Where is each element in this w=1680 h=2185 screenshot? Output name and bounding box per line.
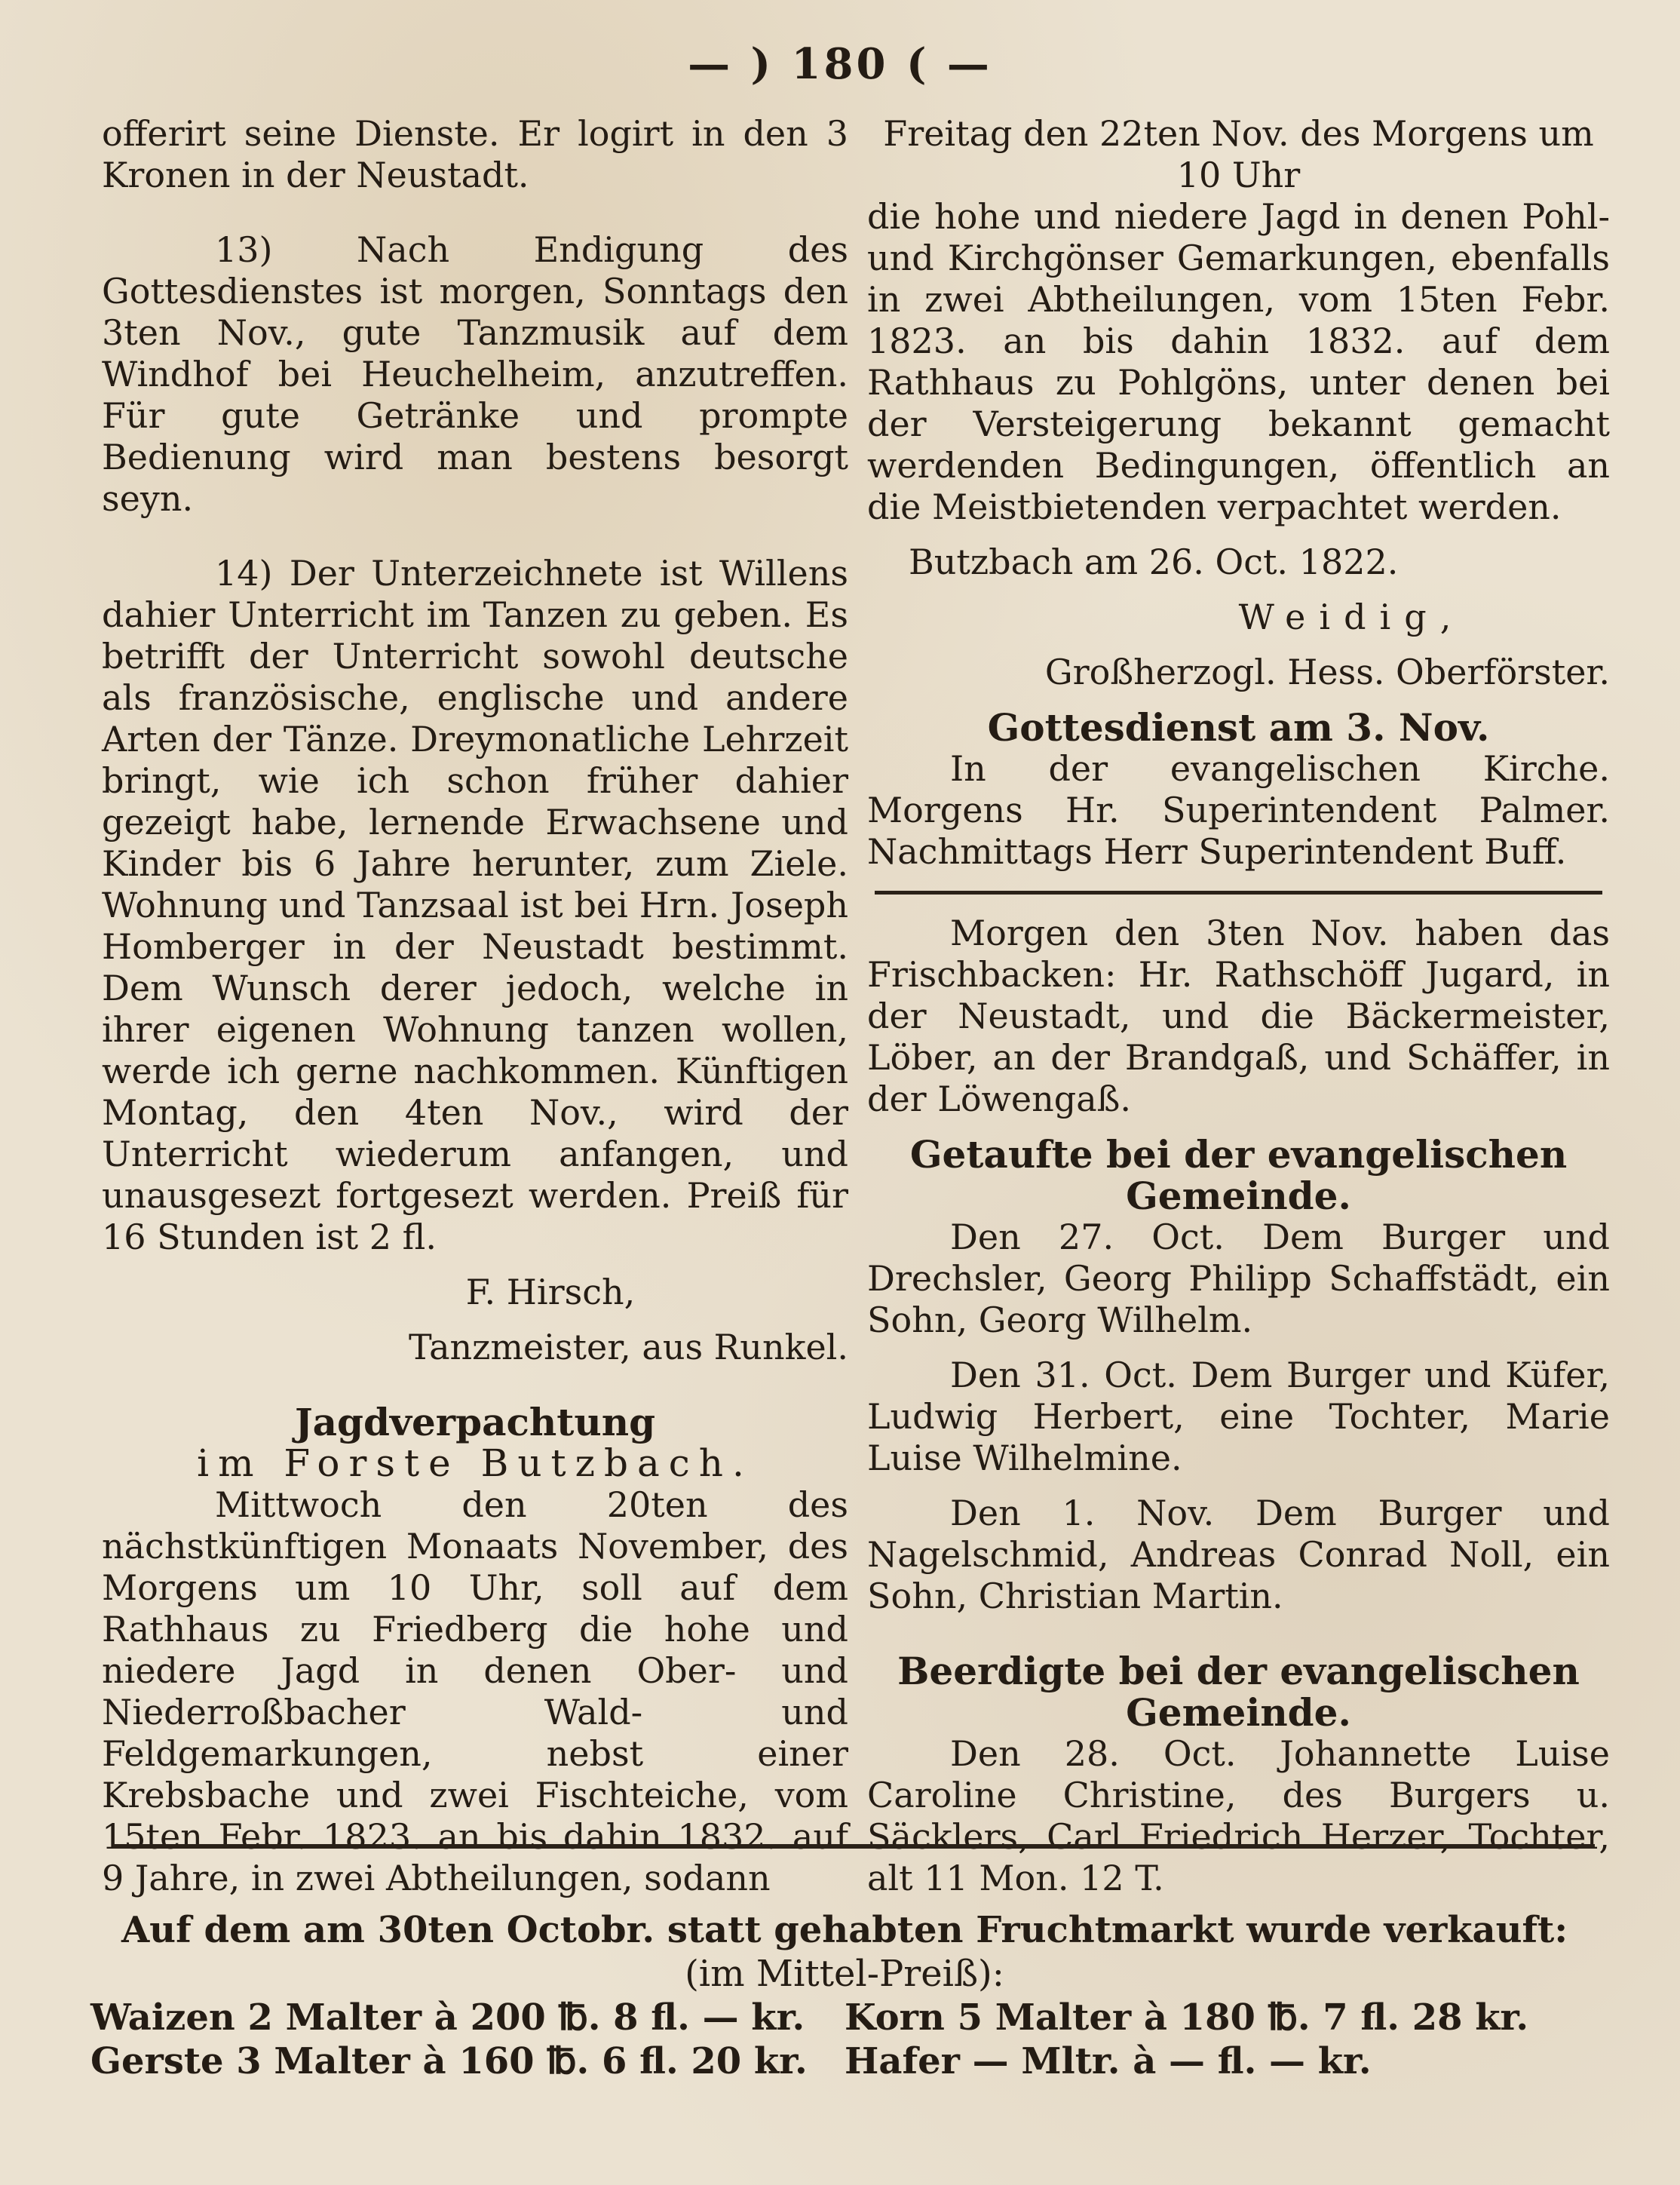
jagd-cont-date: Freitag den 22ten Nov. des Morgens um 10 Uhr	[883, 113, 1594, 195]
getaufte-entry: Den 1. Nov. Dem Burger und Nagelschmid, Andreas Conrad Noll, ein Sohn, Christian Martin.	[867, 1493, 1610, 1616]
getaufte-entry: Den 31. Oct. Dem Burger und Küfer, Ludwig Herbert, eine Tochter, Marie Luise Wilhelmine.	[867, 1355, 1610, 1478]
gottesdienst-text: In der evangelischen Kirche. Morgens Hr. Superintendent Palmer. Nachmittags Herr Superintendent Buff.	[867, 748, 1610, 872]
market-row	[90, 2039, 1599, 2083]
right-column	[867, 113, 1610, 1913]
market-korn: Korn 5 Malter à 180 ℔. 7 fl. 28 kr.	[845, 1996, 1529, 2039]
beerdigte-entry: Den 28. Oct. Johannette Luise Caroline Christine, des Burgers u. Säcklers, Carl Friedrich Herzer, Tochter, alt 11 Mon. 12 T.	[867, 1733, 1610, 1898]
jagd-cont-text: die hohe und niedere Jagd in denen Pohl- und Kirchgönser Gemarkungen, ebenfalls in zwei Abtheilungen, vom 15ten Febr. 1823. an bis dahin 1832. auf dem Rathhaus zu Pohlgöns, unter denen bei der Versteigerung bekannt gemacht werdenden Bedingungen, öffentlich an die Meistbietenden verpachtet werden.	[867, 196, 1610, 527]
beerdigte-heading: Beerdigte bei der evangelischen Gemeinde.	[897, 1649, 1580, 1735]
getaufte-entry: Den 27. Oct. Dem Burger und Drechsler, Georg Philipp Schaffstädt, ein Sohn, Georg Wilhelm.	[867, 1217, 1610, 1340]
jagd-heading: Jagdverpachtung	[294, 1400, 656, 1444]
getaufte-heading: Getaufte bei der evangelischen Gemeinde.	[909, 1132, 1568, 1218]
market-weizen: Waizen 2 Malter à 200 ℔. 8 fl. — kr.	[90, 1996, 805, 2039]
gottesdienst-heading: Gottesdienst am 3. Nov.	[987, 705, 1490, 750]
jagd-signature-title: Großherzogl. Hess. Oberförster.	[1044, 652, 1610, 692]
page-number: — ) 180 ( —	[688, 39, 992, 89]
notice-13: 13) Nach Endigung des Gottesdienstes ist morgen, Sonntags den 3ten Nov., gute Tanzmusik auf dem Windhof bei Heuchelheim, anzutreffen. Für gute Getränke und prompte Bedienung wird man bestens besorgt seyn.	[102, 229, 848, 519]
market-hafer: Hafer — Mltr. à — fl. — kr.	[845, 2040, 1372, 2082]
market-row	[90, 1996, 1599, 2039]
jagd-subheading: im Forste Butzbach.	[197, 1441, 753, 1485]
page-divider	[113, 1844, 1595, 1849]
notice-14: 14) Der Unterzeichnete ist Willens dahier Unterricht im Tanzen zu geben. Es betrifft der Unterricht sowohl deutsche als französische, englische und andere Arten der Tänze. Dreymonatliche Lehrzeit bringt, wie ich schon früher dahier gezeigt habe, lernende Erwachsene und Kinder bis 6 Jahre herunter, zum Ziele. Wohnung und Tanzsaal ist bei Hrn. Joseph Homberger in der Neustadt bestimmt. Dem Wunsch derer jedoch, welche in ihrer eigenen Wohnung tanzen wollen, werde ich gerne nachkommen. Künftigen Montag, den 4ten Nov., wird der Unterricht wiederum anfangen, und unausgesezt fortgesezt werden. Preiß für 16 Stunden ist 2 fl.	[102, 553, 848, 1257]
jagd-signature-name: Weidig,	[1238, 597, 1465, 637]
left-column	[102, 113, 848, 1932]
market-gerste: Gerste 3 Malter à 160 ℔. 6 fl. 20 kr.	[90, 2040, 808, 2082]
jagd-text: Mittwoch den 20ten des nächstkünftigen Monaats November, des Morgens um 10 Uhr, soll auf dem Rathhaus zu Friedberg die hohe und niedere Jagd in denen Ober- und Niederroßbacher Wald- und Feldgemarkungen, nebst einer Krebsbache und zwei Fischteiche, vom 15ten Febr. 1823. an bis dahin 1832. auf 9 Jahre, in zwei Abtheilungen, sodann	[102, 1484, 848, 1898]
frischbacken-notice: Morgen den 3ten Nov. haben das Frischbacken: Hr. Rathschöff Jugard, in der Neustadt, und die Bäckermeister, Löber, an der Brandgaß, und Schäffer, in der Löwengaß.	[867, 913, 1610, 1119]
fruchtmarkt-report	[90, 1908, 1599, 2083]
notice-14-signature-title: Tanzmeister, aus Runkel.	[408, 1327, 848, 1367]
jagd-place-date: Butzbach am 26. Oct. 1822.	[909, 542, 1399, 582]
market-subtitle: (im Mittel-Preiß):	[685, 1953, 1004, 1995]
notice-12-tail: offerirt seine Dienste. Er logirt in den 3 Kronen in der Neustadt.	[102, 113, 848, 195]
market-title: Auf dem am 30ten Octobr. statt gehabten Fruchtmarkt wurde verkauft:	[121, 1909, 1568, 1951]
notice-14-signature-name: F. Hirsch,	[465, 1272, 636, 1312]
section-divider	[875, 891, 1602, 895]
